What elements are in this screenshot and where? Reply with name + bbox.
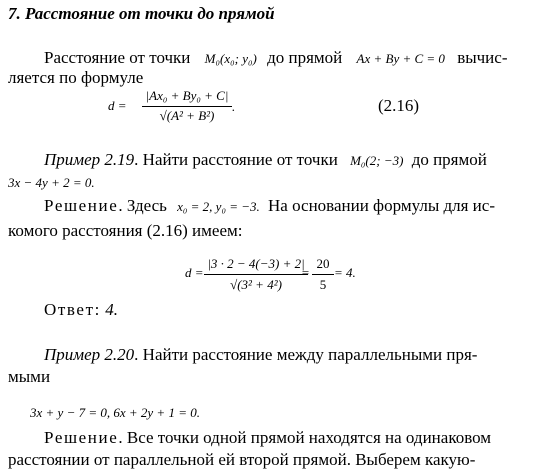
- solution-2-19-text-a: . Здесь: [118, 196, 167, 215]
- line-equation: Ax + By + C = 0: [356, 51, 445, 66]
- solution-2-19-label: Решение: [44, 196, 119, 215]
- solution-2-20-line-1: [44, 428, 491, 448]
- equation-number: (2.16): [378, 96, 420, 115]
- calc-denominator: √(3² + 4²): [230, 277, 282, 292]
- example-2-20-line-2: мыми: [8, 367, 51, 386]
- point-m0: M₀(x₀; y₀): [204, 51, 257, 66]
- calc-lhs: d =: [185, 265, 204, 280]
- section-title: 7. Расстояние от точки до прямой: [8, 4, 275, 23]
- example-2-19-equation: 3x − 4y + 2 = 0.: [8, 175, 95, 190]
- intro-text-a: Расстояние от точки: [44, 48, 191, 67]
- example-2-19-line-1: [44, 150, 487, 171]
- example-2-19-point: M₀(2; −3): [350, 153, 404, 168]
- solution-2-20-text-a: . Все точки одной прямой находятся на одинаковом: [118, 428, 492, 447]
- calc-fraction-bar-2: [312, 274, 334, 275]
- fraction-bar: [142, 106, 232, 107]
- formula-tail: .: [232, 99, 236, 114]
- solution-2-19-text-b: На основании формулы для ис-: [268, 196, 495, 215]
- calc-result: = 4.: [334, 265, 356, 280]
- example-2-20-text-a: . Найти расстояние между параллельными пря-: [134, 345, 478, 364]
- solution-2-20-line-2: расстоянии от параллельной ей второй прямой. Выберем какую-: [8, 450, 476, 469]
- solution-2-20-label: Решение: [44, 428, 119, 447]
- intro-text-b: до прямой: [267, 48, 343, 67]
- example-2-19-text-a: . Найти расстояние от точки: [134, 150, 338, 169]
- answer-label: Ответ:: [44, 300, 101, 319]
- formula-denominator: √(A² + B²): [159, 108, 215, 123]
- intro-line-2: ляется по формуле: [8, 68, 144, 87]
- calc-num2: 20: [316, 256, 330, 271]
- intro-text-c: вычис-: [457, 48, 508, 67]
- formula-lhs: d =: [108, 98, 127, 113]
- example-2-20-label: Пример 2.20: [44, 345, 135, 364]
- example-2-19-text-b: до прямой: [411, 150, 487, 169]
- solution-2-19-line-1: [44, 196, 495, 217]
- example-2-19-label: Пример 2.19: [44, 150, 135, 169]
- answer-value: 4.: [105, 300, 118, 319]
- answer-line: [44, 300, 118, 320]
- intro-line-1: [44, 48, 508, 69]
- example-2-20-equations: 3x + y − 7 = 0, 6x + 2y + 1 = 0.: [30, 405, 200, 420]
- example-2-20-line-1: [44, 345, 477, 365]
- solution-2-19-values: x₀ = 2, y₀ = −3.: [177, 199, 260, 214]
- calc-den2: 5: [319, 277, 327, 292]
- calc-fraction-bar: [204, 274, 308, 275]
- formula-numerator: |Ax₀ + By₀ + C|: [145, 88, 229, 103]
- calc-numerator: |3 · 2 − 4(−3) + 2|: [207, 256, 305, 271]
- solution-2-19-line-2: комого расстояния (2.16) имеем:: [8, 221, 243, 240]
- calc-equals: =: [301, 265, 310, 280]
